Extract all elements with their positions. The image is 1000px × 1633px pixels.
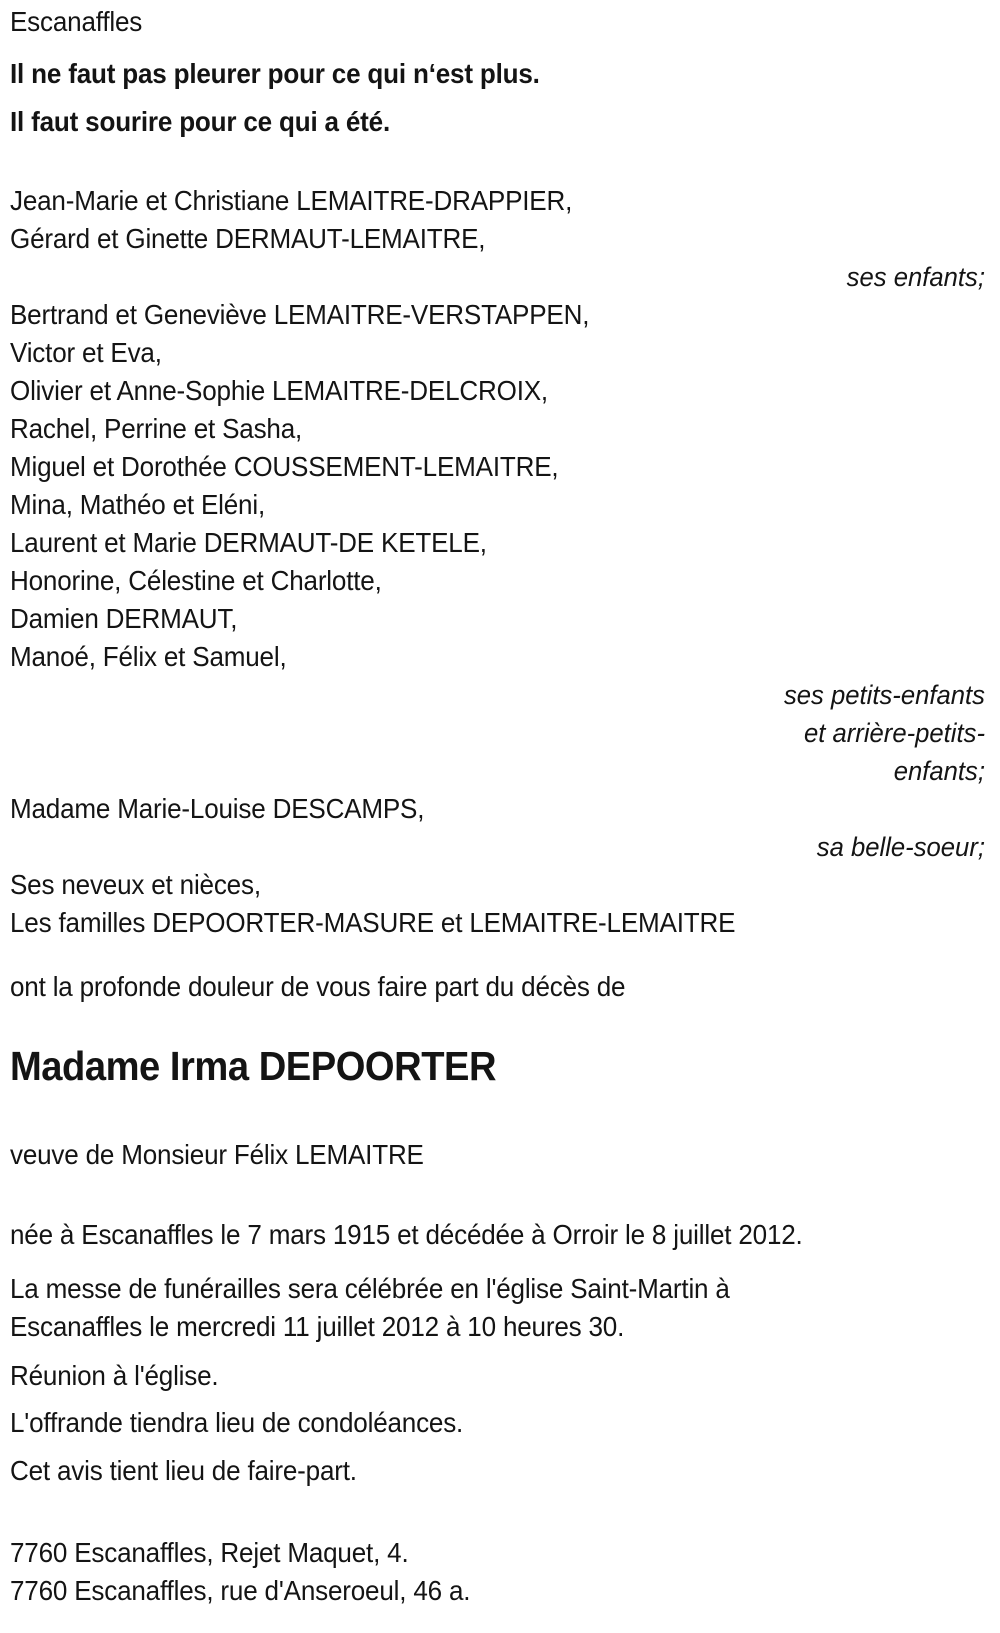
deceased-name: Madame Irma DEPOORTER: [10, 1043, 497, 1089]
family-member-line: Gérard et Ginette DERMAUT-LEMAITRE,: [10, 223, 486, 254]
family-member-line: Mina, Mathéo et Eléni,: [10, 489, 266, 520]
funeral-line-1: La messe de funérailles sera célébrée en l'église Saint-Martin à: [10, 1273, 730, 1304]
family-member-line: Honorine, Célestine et Charlotte,: [10, 565, 382, 596]
family-member-line: Rachel, Perrine et Sasha,: [10, 413, 303, 444]
relationship-label-grandchildren: enfants;: [893, 756, 985, 786]
address-line-1: 7760 Escanaffles, Rejet Maquet, 4.: [10, 1537, 409, 1568]
family-member-line: Madame Marie-Louise DESCAMPS,: [10, 793, 425, 824]
family-member-line: Ses neveux et nièces,: [10, 869, 261, 900]
family-member-line: Manoé, Félix et Samuel,: [10, 641, 287, 672]
epigraph-line-2: Il faut sourire pour ce qui a été.: [10, 106, 391, 137]
widow-line: veuve de Monsieur Félix LEMAITRE: [10, 1139, 424, 1170]
family-member-line: Damien DERMAUT,: [10, 603, 238, 634]
address-line-2: 7760 Escanaffles, rue d'Anseroeul, 46 a.: [10, 1575, 471, 1606]
family-member-line: Jean-Marie et Christiane LEMAITRE-DRAPPIER,: [10, 185, 573, 216]
funeral-line-2: Escanaffles le mercredi 11 juillet 2012 à 10 heures 30.: [10, 1311, 625, 1342]
offering-line: L'offrande tiendra lieu de condoléances.: [10, 1407, 464, 1438]
birth-death-line: née à Escanaffles le 7 mars 1915 et décédée à Orroir le 8 juillet 2012.: [10, 1219, 803, 1250]
epigraph-line-1: Il ne faut pas pleurer pour ce qui n‘est plus.: [10, 58, 540, 89]
relationship-label-children: ses enfants;: [846, 262, 985, 292]
meeting-line: Réunion à l'église.: [10, 1360, 219, 1391]
family-member-line: Olivier et Anne-Sophie LEMAITRE-DELCROIX,: [10, 375, 548, 406]
family-member-line: Bertrand et Geneviève LEMAITRE-VERSTAPPEN,: [10, 299, 590, 330]
family-member-line: Les familles DEPOORTER-MASURE et LEMAITRE-LEMAITRE: [10, 907, 736, 938]
family-member-line: Victor et Eva,: [10, 337, 162, 368]
family-member-line: Miguel et Dorothée COUSSEMENT-LEMAITRE,: [10, 451, 559, 482]
relationship-label-grandchildren: et arrière-petits-: [803, 718, 985, 748]
notice-line: Cet avis tient lieu de faire-part.: [10, 1455, 357, 1486]
relationship-label-sister-in-law: sa belle-soeur;: [816, 832, 985, 862]
family-member-line: Laurent et Marie DERMAUT-DE KETELE,: [10, 527, 487, 558]
place-name: Escanaffles: [10, 6, 143, 37]
announcement-intro: ont la profonde douleur de vous faire part du décès de: [10, 971, 626, 1002]
family-list: [10, 182, 985, 942]
relationship-label-grandchildren: ses petits-enfants: [783, 680, 985, 710]
